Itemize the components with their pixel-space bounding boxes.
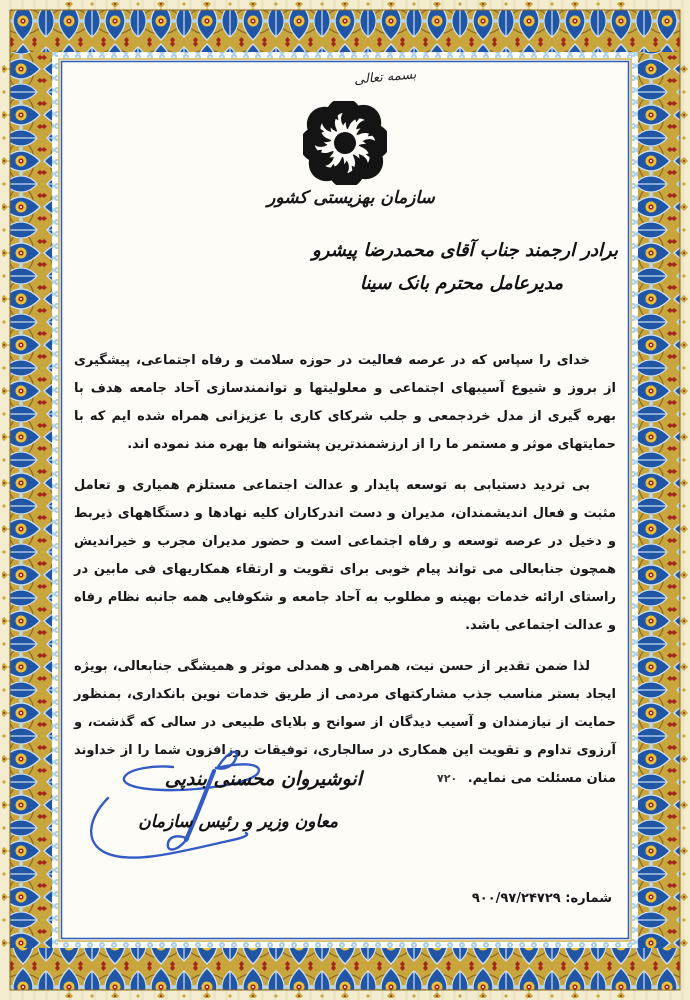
organization-logo bbox=[303, 101, 387, 185]
recipient-block bbox=[312, 240, 618, 294]
bismillah-text: بسمه تعالی bbox=[353, 67, 417, 88]
behzisti-flower-pinwheel-logo-icon bbox=[303, 101, 387, 185]
document-number-value: ۹۰۰/۹۷/۲۴۷۲۹ bbox=[471, 891, 561, 906]
signatory-title: معاون وزیر و رئیس سازمان bbox=[138, 812, 338, 832]
document-number bbox=[472, 891, 612, 906]
handwritten-number-note: ۷۲۰ bbox=[437, 772, 458, 785]
handwritten-signature-icon bbox=[78, 743, 328, 878]
signatory-name: انوشیروان محسنی بندپی bbox=[164, 768, 362, 790]
bismillah-header bbox=[80, 67, 690, 88]
recipient-title-line: مدیرعامل محترم بانک سینا bbox=[359, 273, 563, 294]
organization-name-calligraphy: سازمان بهزیستی کشور bbox=[267, 188, 435, 208]
letter-body bbox=[74, 347, 616, 806]
paragraph-1: خدای را سپاس که در عرصه فعالیت در حوزه سلامت و رفاه اجتماعی، پیشگیری از بروز و شیوع آسیبهای اجتماعی و معلولیتها و توانمندسازی آحاد جامعه هدف با بهره گیری از مدل خردجمعی و جلب شرکای کاری با عزیزانی همراه شده ایم که با حمایتهای موثر و مستمر ما را از ارزشمندترین پشتوانه ها بهره مند نموده اند. bbox=[74, 353, 616, 452]
paragraph-3-text: لذا ضمن تقدیر از حسن نیت، همراهی و همدلی موثر و همیشگی جنابعالی، بویژه ایجاد بستر مناسب جذب مشارکتهای مردمی از طریق خدمات نوین بانکداری، بمنظور حمایت از نیازمندان و آسیب دیدگان از سوانح و بلایای طبیعی در سالی که گذشت، و آرزوی تداوم و تقویت این همکاری در سالجاری، توفیقات روزافزون شما را از خداوند منان مسئلت می نمایم. bbox=[74, 659, 616, 786]
recipient-name-line: برادر ارجمند جناب آقای محمدرضا پیشرو bbox=[312, 240, 618, 261]
paragraph-2: بی تردید دستیابی به توسعه پایدار و عدالت اجتماعی مستلزم همیاری و تعامل مثبت و فعال اندیشمندان، مدیران و دست اندرکاران کلیه نهادها و دستگاههای ذیربط و دخیل در عرصه توسعه و رفاه اجتماعی است و حضور مدیران مجرب و خیراندیش همچون جنابعالی می تواند پیام خوبی برای تقویت و ارتقاء همکاریهای فی مابین در راستای ارائه خدمات بهینه و مطلوب به آحاد جامعه و شکوفایی همه جانبه نظام رفاه و عدالت اجتماعی باشد. bbox=[74, 478, 616, 633]
document-number-label: شماره: bbox=[565, 891, 612, 906]
